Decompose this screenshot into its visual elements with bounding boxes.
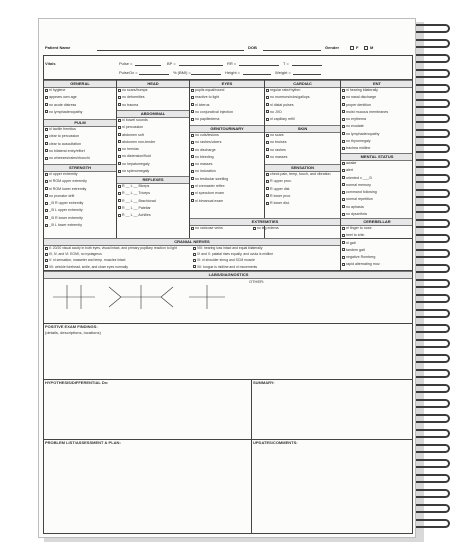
- checklist-label: trachea midline: [346, 146, 371, 151]
- coil-ring: [412, 219, 450, 228]
- checklist-label: nl icterus: [195, 102, 210, 107]
- checklist-label: no varicose veins: [195, 226, 223, 230]
- checklist-label: no discharge: [195, 147, 216, 152]
- coil-ring: [412, 429, 450, 438]
- checklist-label: no splenomegaly: [122, 169, 150, 174]
- checklist-label: _/5 L lower extremity: [49, 223, 83, 228]
- labs-header: LABS/DIAGNOSTICS: [44, 271, 413, 279]
- weight-label: Weight =: [275, 70, 291, 75]
- checklist-label: nl gait: [346, 240, 356, 245]
- gender-m-checkbox[interactable]: [364, 46, 368, 50]
- extremities-header: EXTREMITIES: [190, 218, 340, 226]
- checklist-label: no bruises: [270, 140, 287, 145]
- checklist-label: nl ROM upper extremity: [49, 179, 87, 184]
- checklist-label: no erythema: [346, 117, 366, 122]
- coil-ring: [412, 99, 450, 108]
- checklist-label: command following: [346, 190, 377, 195]
- checklist-label: no trauma: [122, 102, 139, 107]
- checklist-label: R __ L __ Biceps: [122, 184, 150, 188]
- checklist-label: V: nl sensation, masseter and temp. muscles intact: [49, 258, 126, 263]
- coil-ring: [412, 204, 450, 213]
- checklist-label: check pain, temp, touch, and vibration: [270, 172, 331, 176]
- genitourinary-header: GENITOURINARY: [190, 125, 264, 133]
- checklist-label: no murmurs/rubs/gallops: [270, 95, 310, 100]
- head-header: HEAD: [117, 80, 189, 88]
- gender-f-label: F: [356, 45, 359, 50]
- checklist-label: R upper prox.: [270, 179, 292, 184]
- coil-ring: [412, 504, 450, 513]
- sensation-header: SENSATION: [265, 164, 340, 172]
- checklist-label: no acute distress: [49, 102, 77, 107]
- cardiac-header: CARDIAC: [265, 80, 340, 88]
- checklist-label: no rashes/ulcers: [195, 140, 222, 145]
- cranial-nerves-header: CRANIAL NERVES: [44, 238, 340, 246]
- checklist-label: no bleeding: [195, 154, 214, 159]
- coil-ring: [412, 159, 450, 168]
- checklist-label: regular rate/rhythm: [270, 88, 301, 92]
- height-label: Height =: [225, 70, 241, 75]
- gender-f-checkbox[interactable]: [350, 46, 354, 50]
- summary-title: SUMMARY:: [253, 380, 275, 385]
- checklist-label: no scars/bumps: [122, 88, 148, 92]
- checklist-label: II: 20/20 visual acuity in both eyes, visual intact, and primary pupillary reaction to light: [49, 246, 177, 250]
- coil-ring: [412, 414, 450, 423]
- checklist-label: no masses: [195, 162, 213, 167]
- checklist-label: _/5 R upper extremity: [49, 201, 84, 206]
- checklist-label: no bilateral entry/effort: [49, 148, 85, 153]
- hypothesis-title: HYPOTHESIS/DIFFERENTIAL Dx:: [45, 380, 109, 385]
- pulm-header: PULM: [44, 119, 116, 127]
- coil-ring: [412, 309, 450, 318]
- coil-ring: [412, 489, 450, 498]
- checklist-label: R __ L __ Triceps: [122, 191, 151, 196]
- checklist-label: clear to percussion: [49, 134, 80, 139]
- checklist-label: oriented x ___/3: [346, 175, 372, 180]
- checklist-label: pupils equal/round: [195, 88, 225, 92]
- checklist-label: no papilledema: [195, 117, 220, 122]
- checklist-label: nl percussion: [122, 125, 144, 130]
- coil-ring: [412, 294, 450, 303]
- checklist-label: R __ L __ Patellar: [122, 205, 151, 210]
- checklist-label: nl ROM lower extremity: [49, 186, 87, 191]
- checklist-label: no conjunctival injection: [195, 109, 233, 114]
- coil-ring: [412, 384, 450, 393]
- reflexes-header: REFLEXES: [117, 176, 189, 184]
- coil-ring: [412, 84, 450, 93]
- checklist-label: no scars: [270, 133, 284, 137]
- checklist-label: tandem gait: [346, 247, 365, 252]
- checklist-label: no pronator drift: [49, 193, 75, 198]
- dob-label: DOB: [248, 45, 257, 50]
- checklist-label: R lower prox.: [270, 193, 292, 198]
- coil-ring: [412, 279, 450, 288]
- gender-m-label: M: [370, 45, 374, 50]
- checklist-label: normal repetition: [346, 197, 373, 202]
- checklist-label: VIII: hearing loss intact and equal bilaterally: [197, 246, 263, 250]
- mental-status-header: MENTAL STATUS: [341, 153, 413, 161]
- checklist-label: no cuts/lesions: [195, 133, 219, 137]
- spiral-binding: [412, 24, 452, 534]
- checklist-label: proper dentition: [346, 102, 371, 107]
- pulseox-label: PulseOx =: [119, 70, 138, 75]
- checklist-label: no aphasia: [346, 204, 364, 209]
- cerebellar-header: CEREBELLAR: [341, 218, 413, 226]
- checklist-label: nl bimanual exam: [195, 198, 224, 203]
- coil-ring: [412, 339, 450, 348]
- checklist-label: nl cremaster reflex: [195, 184, 225, 189]
- checklist-label: no nasal discharge: [346, 95, 377, 100]
- exam-form-page: [38, 18, 416, 538]
- checklist-label: nl bowel sounds: [122, 118, 148, 122]
- rr-label: RR =: [227, 61, 237, 66]
- checklist-label: rapid alternating mov.: [346, 262, 381, 267]
- checklist-label: heel to shin: [346, 233, 365, 238]
- skin-header: SKIN: [265, 125, 340, 133]
- checklist-label: _/5 R lower extremity: [49, 215, 83, 220]
- problem-list-title: PROBLEM LIST/ASSESSMENT & PLAN:: [45, 440, 121, 445]
- checklist-label: moist mucous membranes: [346, 109, 389, 114]
- checklist-label: normal memory: [346, 182, 371, 187]
- coil-ring: [412, 459, 450, 468]
- checklist-label: abdomen soft: [122, 132, 144, 137]
- checklist-label: abdomen non-tender: [122, 139, 156, 144]
- checklist-label: no exudate: [346, 124, 364, 129]
- patient-name-field[interactable]: [97, 50, 244, 51]
- coil-ring: [412, 264, 450, 273]
- coil-ring: [412, 129, 450, 138]
- checklist-label: nl distal pulses: [270, 102, 294, 107]
- coil-ring: [412, 174, 450, 183]
- coil-ring: [412, 54, 450, 63]
- coil-ring: [412, 324, 450, 333]
- checklist-label: R lower dist.: [270, 201, 290, 206]
- checklist-label: reactive to light: [195, 95, 220, 100]
- checklist-label: no JVD: [270, 109, 282, 114]
- checklist-label: no hernias: [122, 147, 139, 152]
- general-header: GENERAL: [44, 80, 116, 88]
- checklist-label: nl finger to nose: [346, 226, 372, 230]
- checklist-label: no induration: [195, 169, 216, 174]
- checklist-label: IX and X: palatal rises equally, and uvula is midline: [197, 252, 274, 257]
- checklist-label: _/5 L upper extremity: [49, 208, 83, 213]
- coil-ring: [412, 444, 450, 453]
- checklist-label: no dysarthria: [346, 212, 367, 217]
- eyes-header: EYES: [190, 80, 264, 88]
- coil-ring: [412, 114, 450, 123]
- checklist-label: nl tactile fremitus: [49, 127, 76, 131]
- checklist-label: III, IV, and VI: EOMI, no nystagmus: [49, 252, 102, 257]
- checklist-label: nl capillary refill: [270, 117, 295, 122]
- coil-ring: [412, 354, 450, 363]
- coil-ring: [412, 24, 450, 33]
- checklist-label: alert: [346, 168, 353, 173]
- checklist-label: XI: nl shoulder shrug and SCM muscle: [197, 258, 255, 263]
- form-frame: [43, 55, 413, 534]
- temp-label: T =: [283, 61, 289, 66]
- checklist-label: nl speculum exam: [195, 191, 224, 196]
- strength-header: STRENGTH: [44, 164, 116, 172]
- checklist-label: no testicular swelling: [195, 176, 229, 181]
- updates-title: UPDATES/COMMENTS:: [253, 440, 298, 445]
- coil-ring: [412, 234, 450, 243]
- bmi-label: % (BMI) =: [173, 70, 191, 75]
- checklist-label: awake: [346, 161, 357, 165]
- dob-field[interactable]: [263, 50, 321, 51]
- checklist-label: clear to auscultation: [49, 141, 81, 146]
- checklist-label: R upper dist.: [270, 186, 291, 191]
- checklist-label: no wheezes/rales/rhonchi: [49, 156, 90, 161]
- checklist-label: no deformities: [122, 95, 145, 100]
- coil-ring: [412, 399, 450, 408]
- coil-ring: [412, 474, 450, 483]
- coil-ring: [412, 519, 450, 528]
- checklist-label: nl upper extremity: [49, 172, 78, 176]
- patient-name-label: Patient Name: [45, 45, 71, 50]
- checklist-label: appears own age: [49, 95, 77, 100]
- positive-exam-title: POSITIVE EXAM FINDINGS:: [45, 324, 98, 329]
- checklist-label: no rashes: [270, 147, 286, 152]
- checklist-label: XII: tongue is midline and nl movements: [197, 264, 258, 269]
- checklist-label: no lymphadenopathy: [346, 131, 380, 136]
- coil-ring: [412, 249, 450, 258]
- coil-ring: [412, 189, 450, 198]
- coil-ring: [412, 144, 450, 153]
- ent-header: ENT: [341, 80, 413, 88]
- checklist-label: no distension/fluid: [122, 154, 151, 159]
- vitals-label: Vitals: [45, 61, 56, 66]
- checklist-label: R __ L __ Achilles: [122, 213, 151, 218]
- gender-label: Gender: [325, 45, 340, 50]
- pulse-label: Pulse =: [119, 61, 133, 66]
- coil-ring: [412, 39, 450, 48]
- checklist-label: no lymphadenopathy: [49, 109, 83, 114]
- positive-exam-subtitle: (details, descriptions, locations): [45, 330, 101, 335]
- checklist-label: R __ L __ Brachiorad: [122, 198, 156, 203]
- checklist-label: negative Romberg: [346, 255, 376, 260]
- labs-other-label: OTHER:: [249, 279, 265, 284]
- abdominal-header: ABDOMINAL: [117, 110, 189, 118]
- coil-ring: [412, 69, 450, 78]
- checklist-label: no masses: [270, 154, 288, 159]
- checklist-label: nl hygiene: [49, 88, 66, 92]
- bp-label: BP =: [167, 61, 176, 66]
- checklist-label: no leg edema: [256, 226, 279, 230]
- checklist-label: no hepatomegaly: [122, 161, 150, 166]
- checklist-label: nl hearing bilaterally: [346, 88, 378, 92]
- coil-ring: [412, 369, 450, 378]
- checklist-label: VII: wrinkle forehead, smile, and close eyes normally: [49, 264, 128, 269]
- checklist-label: no thyromegaly: [346, 139, 371, 144]
